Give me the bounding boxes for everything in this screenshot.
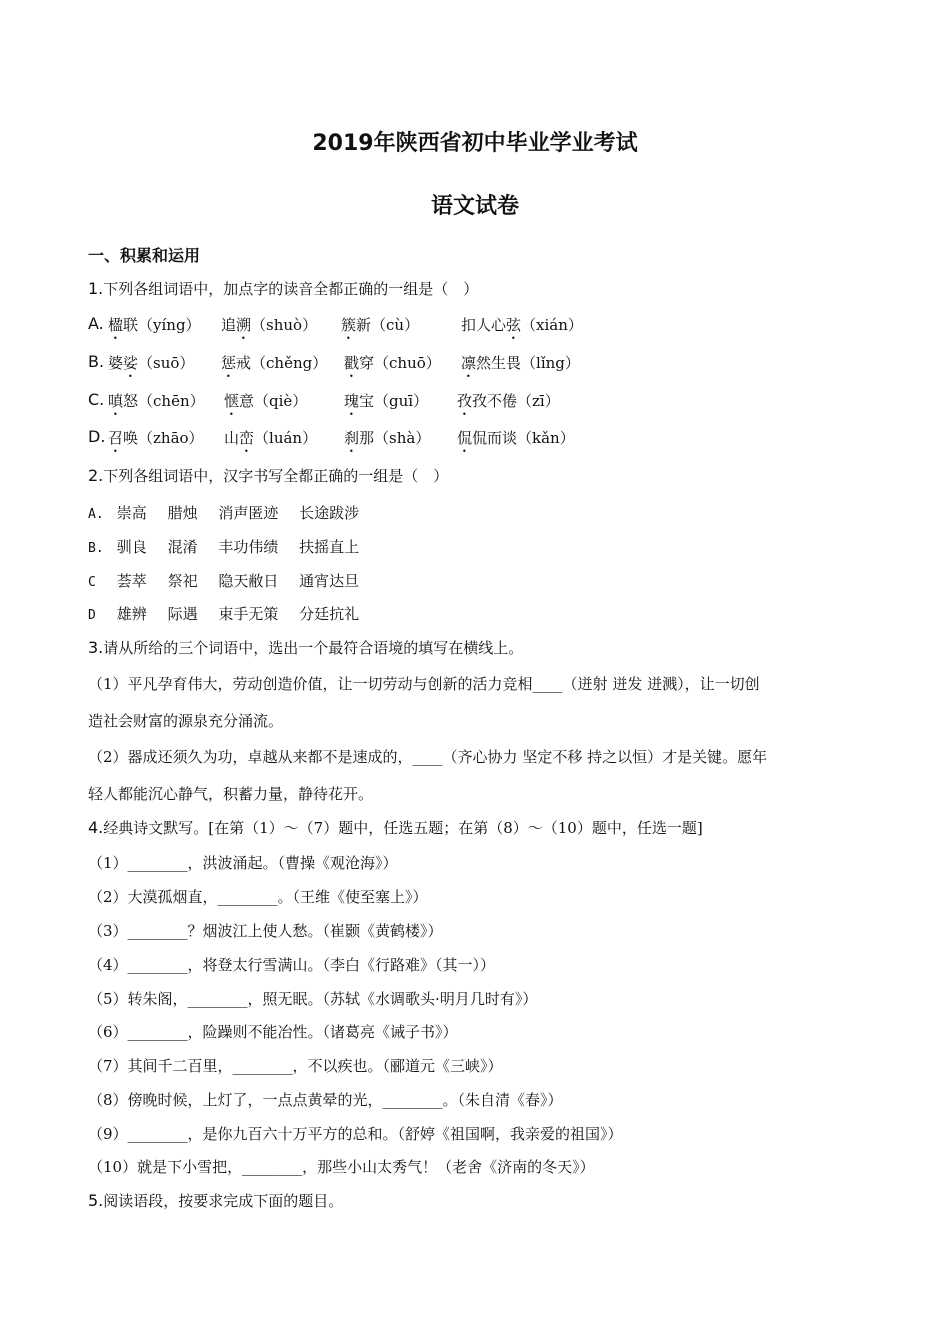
option-word: 荟萃 [116, 572, 147, 590]
question-4 [88, 817, 703, 838]
q2-option-d[interactable] [88, 603, 375, 624]
option-word: 腊烛 [167, 504, 198, 522]
option-word: 侃侃而谈（kǎn） [457, 429, 575, 447]
option-word: 惩戒（chěng） [221, 354, 328, 372]
q4-item-6: （6）________，险躁则不能冶性。（诸葛亮《诫子书》） [88, 1023, 458, 1041]
option-word: 分廷抗礼 [299, 605, 360, 623]
option-word: 孜孜不倦（zī） [457, 392, 560, 410]
q4-item-5: （5）转朱阁，________，照无眠。（苏轼《水调歌头·明月几时有》） [88, 990, 538, 1008]
exam-title: 2019年陕西省初中毕业学业考试 [312, 131, 638, 156]
option-letter: D. [88, 427, 106, 446]
question-number: 4. [88, 818, 104, 837]
q4-item-2: （2）大漠孤烟直，________。（王维《使至塞上》） [88, 888, 428, 906]
option-word: 祭祀 [167, 572, 198, 590]
q4-item-10: （10）就是下小雪把，________，那些小山太秀气！（老舍《济南的冬天》） [88, 1158, 595, 1176]
q4-item-3: （3）________？烟波江上使人愁。（崔颢《黄鹤楼》） [88, 922, 443, 940]
option-letter: A. [88, 314, 104, 333]
question-5 [88, 1190, 343, 1211]
option-word: 崇高 [116, 504, 147, 522]
option-word: 戳穿（chuō） [344, 354, 441, 372]
option-letter: A. [88, 507, 104, 522]
question-stem: 请从所给的三个词语中，选出一个最符合语境的填写在横线上。 [103, 639, 524, 657]
option-word: 雄辨 [116, 605, 147, 623]
question-stem: 经典诗文默写。[在第（1）～（7）题中，任选五题；在第（8）～（10）题中，任选一题] [103, 819, 703, 837]
option-word: 山峦（luán） [224, 429, 318, 447]
q3-passage-2-line-2: 轻人都能沉心静气，积蓄力量，静待花开。 [88, 785, 374, 803]
option-word: 追溯（shuò） [221, 316, 318, 334]
question-number: 5. [88, 1191, 104, 1210]
option-letter: D [88, 608, 96, 623]
option-word: 惬意（qiè） [224, 392, 308, 410]
q1-option-d[interactable] [88, 427, 575, 447]
option-word: 驯良 [116, 538, 147, 556]
option-word: 楹联（yíng） [108, 316, 201, 334]
option-word: 凛然生畏（lǐng） [461, 354, 580, 372]
option-letter: B. [88, 541, 104, 556]
question-3 [88, 637, 523, 658]
question-stem: 下列各组词语中，汉字书写全都正确的一组是（ ） [103, 467, 449, 485]
option-letter: C [88, 575, 96, 590]
q4-item-8: （8）傍晚时候，上灯了，一点点黄晕的光，________。（朱自清《春》） [88, 1091, 563, 1109]
q3-passage-2-line-1: （2）器成还须久为功，卓越从来都不是速成的，____（齐心协力 坚定不移 持之以恒）才是关键。愿年 [88, 748, 768, 766]
question-number: 2. [88, 466, 104, 485]
q4-item-1: （1）________，洪波涌起。（曹操《观沧海》） [88, 854, 398, 872]
q1-option-b[interactable] [88, 352, 580, 372]
option-letter: B. [88, 352, 105, 371]
option-word: 扣人心弦（xián） [461, 316, 583, 334]
question-stem: 阅读语段，按要求完成下面的题目。 [103, 1192, 344, 1210]
option-word: 瑰宝（guī） [344, 392, 429, 410]
option-word: 丰功伟绩 [218, 538, 279, 556]
option-word: 嗔怒（chēn） [108, 392, 205, 410]
option-letter: C. [88, 390, 105, 409]
exam-subtitle: 语文试卷 [430, 194, 519, 219]
option-word: 召唤（zhāo） [108, 429, 204, 447]
option-word: 隐天敝日 [218, 572, 279, 590]
option-word: 束手无策 [218, 605, 279, 623]
q4-item-4: （4）________，将登太行雪满山。（李白《行路难》（其一）） [88, 956, 496, 974]
option-word: 通宵达旦 [299, 572, 360, 590]
option-word: 际遇 [167, 605, 198, 623]
section-heading: 一、积累和运用 [88, 246, 201, 265]
q1-option-a[interactable] [88, 314, 583, 334]
option-word: 婆娑（suō） [108, 354, 195, 372]
option-word: 消声匿迹 [218, 504, 279, 522]
q1-option-c[interactable] [88, 390, 560, 410]
option-word: 刹那（shà） [344, 429, 431, 447]
q2-option-b[interactable] [88, 536, 375, 557]
question-2 [88, 465, 448, 486]
q2-option-a[interactable] [88, 502, 375, 523]
question-stem: 下列各组词语中，加点字的读音全都正确的一组是（ ） [103, 280, 479, 298]
question-number: 1. [88, 279, 104, 298]
option-word: 簇新（cù） [341, 316, 420, 334]
q4-item-7: （7）其间千二百里，________，不以疾也。（郦道元《三峡》） [88, 1057, 503, 1075]
q4-item-9: （9）________，是你九百六十万平方的总和。（舒婷《祖国啊，我亲爱的祖国》） [88, 1125, 623, 1143]
option-word: 混淆 [167, 538, 198, 556]
question-number: 3. [88, 638, 104, 657]
q3-passage-1-line-2: 造社会财富的源泉充分涌流。 [88, 712, 284, 730]
q3-passage-1-line-1: （1）平凡孕育伟大，劳动创造价值，让一切劳动与创新的活力竞相____（迸射 迸发 迸溅），让一切创 [88, 675, 760, 693]
q2-option-c[interactable] [88, 570, 375, 591]
option-word: 扶摇直上 [299, 538, 360, 556]
option-word: 长途跋涉 [299, 504, 360, 522]
question-1 [88, 278, 478, 299]
